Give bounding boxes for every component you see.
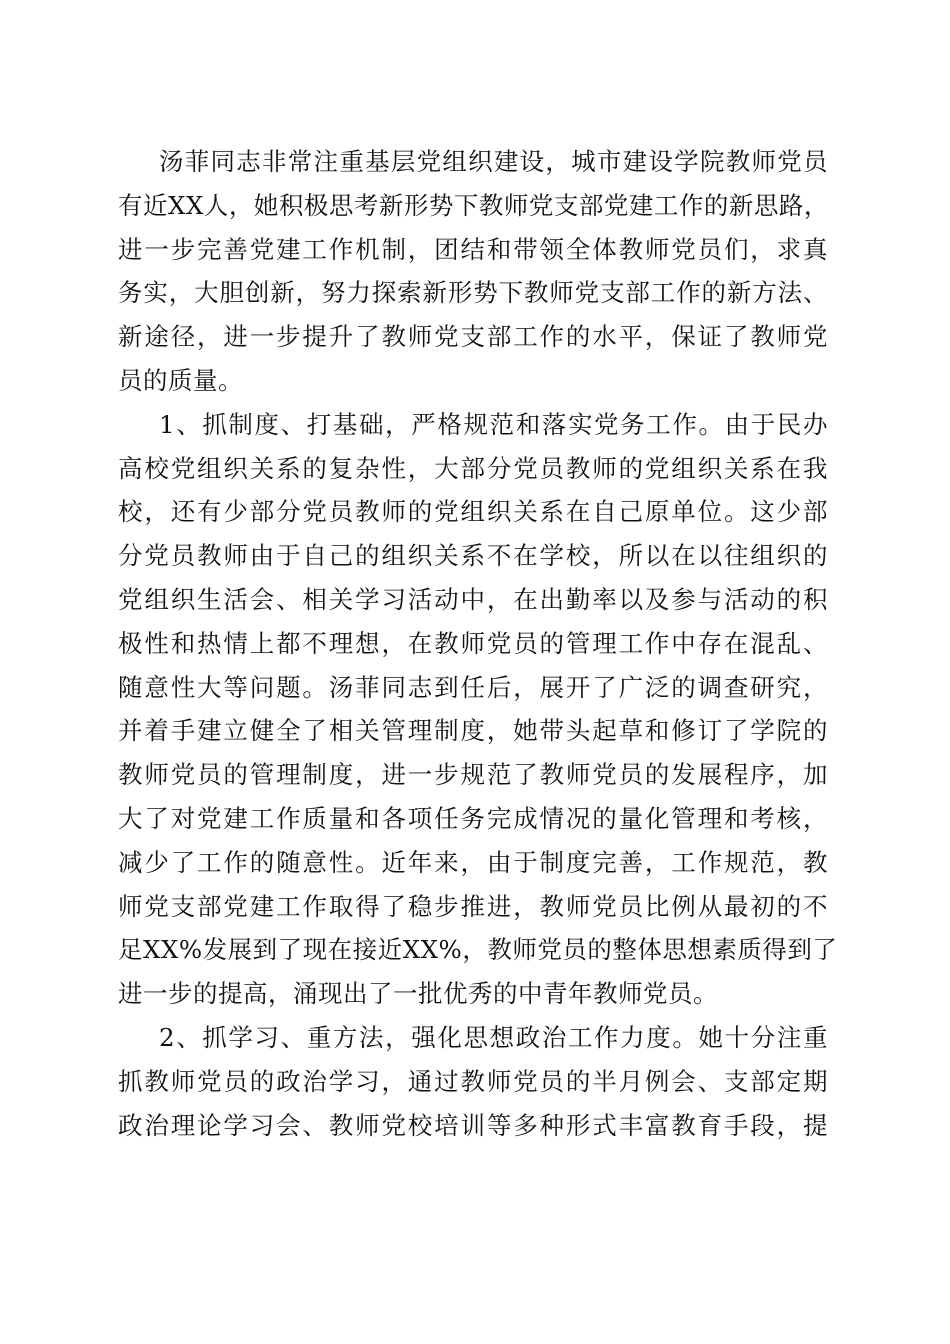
text-line: 师党支部党建工作取得了稳步推进，教师党员比例从最初的不 (118, 891, 828, 921)
text-line: 进一步的提高，涌现出了一批优秀的中青年教师党员。 (118, 979, 718, 1009)
text-line: 进一步完善党建工作机制，团结和带领全体教师党员们，求真 (118, 234, 828, 264)
text-line: 并着手建立健全了相关管理制度，她带头起草和修订了学院的 (118, 716, 828, 746)
paragraph-intro (118, 140, 828, 403)
text-line: 极性和热情上都不理想，在教师党员的管理工作中存在混乱、 (118, 628, 828, 658)
text-line: 分党员教师由于自己的组织关系不在学校，所以在以往组织的 (118, 541, 828, 571)
text-line: 党组织生活会、相关学习活动中，在出勤率以及参与活动的积 (118, 584, 828, 614)
text-line: 员的质量。 (118, 365, 243, 395)
text-line: 校，还有少部分党员教师的党组织关系在自己原单位。这少部 (118, 497, 828, 527)
text-line: 2、抓学习、重方法，强化思想政治工作力度。她十分注重 (159, 1022, 828, 1052)
text-line: 汤菲同志非常注重基层党组织建设，城市建设学院教师党员 (159, 147, 828, 176)
text-line: 大了对党建工作质量和各项任务完成情况的量化管理和考核， (118, 803, 828, 833)
text-line: 足XX%发展到了现在接近XX%，教师党员的整体思想素质得到了 (118, 935, 838, 965)
paragraph-2 (118, 1016, 828, 1147)
text-line: 务实，大胆创新，努力探索新形势下教师党支部工作的新方法、 (118, 278, 828, 308)
body-text (118, 140, 838, 1147)
text-line: 1、抓制度、打基础，严格规范和落实党务工作。由于民办 (159, 409, 828, 439)
text-line: 教师党员的管理制度，进一步规范了教师党员的发展程序，加 (118, 760, 828, 790)
text-line: 随意性大等问题。汤菲同志到任后，展开了广泛的调查研究， (118, 672, 828, 702)
text-line: 高校党组织关系的复杂性，大部分党员教师的党组织关系在我 (118, 453, 828, 483)
text-line: 抓教师党员的政治学习，通过教师党员的半月例会、支部定期 (118, 1066, 828, 1096)
text-line: 新途径，进一步提升了教师党支部工作的水平，保证了教师党 (118, 322, 828, 352)
paragraph-1 (118, 403, 838, 1016)
text-line: 政治理论学习会、教师党校培训等多种形式丰富教育手段，提 (118, 1110, 828, 1140)
text-line: 减少了工作的随意性。近年来，由于制度完善，工作规范，教 (118, 847, 828, 877)
text-line: 有近XX人，她积极思考新形势下教师党支部党建工作的新思路， (118, 190, 829, 220)
